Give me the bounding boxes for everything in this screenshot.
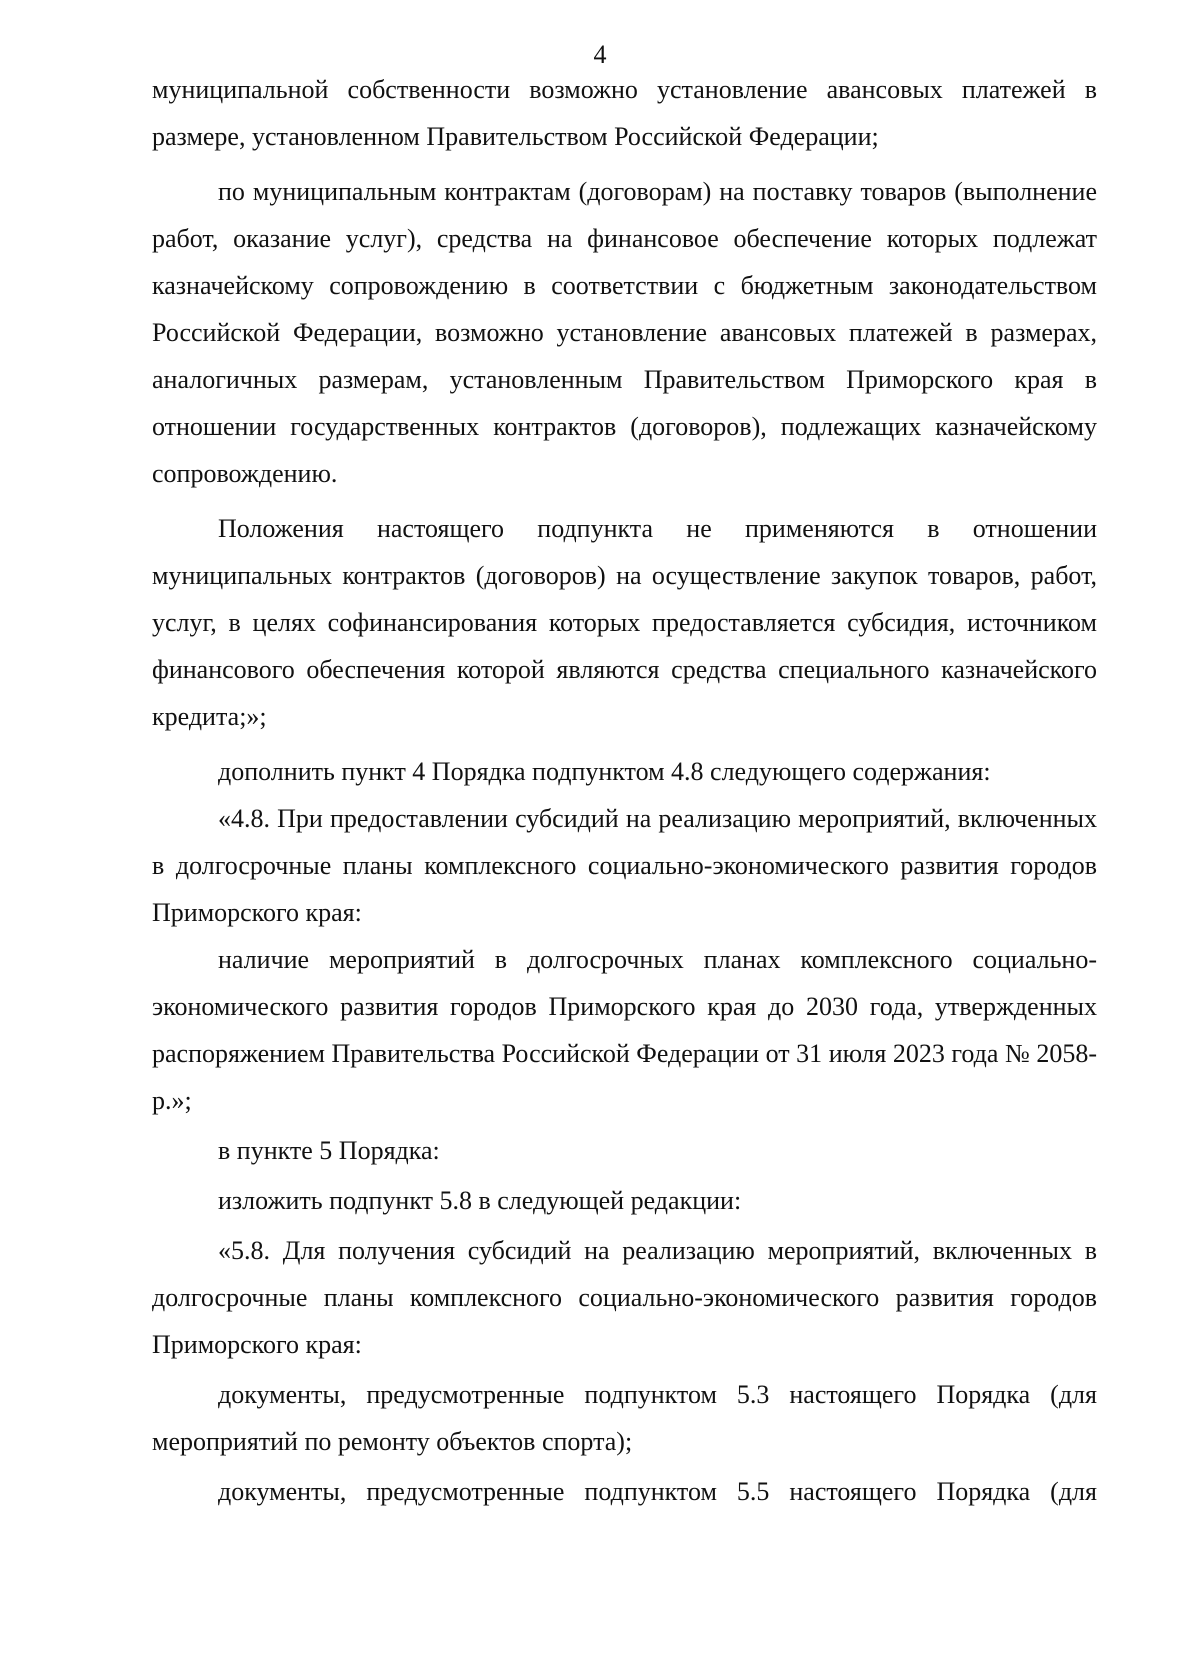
paragraph: изложить подпункт 5.8 в следующей редакции: <box>218 1186 742 1215</box>
paragraph: в пункте 5 Порядка: <box>218 1136 440 1165</box>
paragraph: «4.8. При предоставлении субсидий на реализацию мероприятий, включенных в долгосрочные планы комплексного социально-экономического развития городов Приморского края: <box>152 804 1097 927</box>
document-body <box>152 66 1097 1515</box>
paragraph: по муниципальным контрактам (договорам) на поставку товаров (выполнение работ, оказание услуг), средства на финансовое обеспечение которых подлежат казначейскому сопровождению в соответствии с бюджетным законодательством Российской Федерации, возможно установление авансовых платежей в размерах, аналогичных размерам, установленным Правительством Приморского края в отношении государственных контрактов (договоров), подлежащих казначейскому сопровождению. <box>152 177 1097 488</box>
paragraph: дополнить пункт 4 Порядка подпунктом 4.8 следующего содержания: <box>218 757 991 786</box>
paragraph: «5.8. Для получения субсидий на реализацию мероприятий, включенных в долгосрочные планы комплексного социально-экономического развития городов Приморского края: <box>152 1236 1097 1359</box>
paragraph: наличие мероприятий в долгосрочных планах комплексного социально-экономического развития городов Приморского края до 2030 года, утвержденных распоряжением Правительства Российской Федерации от 31 июля 2023 года № 2058-р.»; <box>152 945 1097 1115</box>
page-number: 4 <box>593 40 607 69</box>
paragraph: документы, предусмотренные подпунктом 5.3 настоящего Порядка (для мероприятий по ремонту объектов спорта); <box>152 1380 1097 1456</box>
paragraph-continuation: муниципальной собственности возможно установление авансовых платежей в размере, установленном Правительством Российской Федерации; <box>152 75 1097 151</box>
paragraph: документы, предусмотренные подпунктом 5.5 настоящего Порядка (для <box>218 1477 1097 1506</box>
paragraph: Положения настоящего подпункта не применяются в отношении муниципальных контрактов (договоров) на осуществление закупок товаров, работ, услуг, в целях софинансирования которых предоставляется субсидия, источником финансового обеспечения которой являются средства специального казначейского кредита;»; <box>152 514 1097 731</box>
